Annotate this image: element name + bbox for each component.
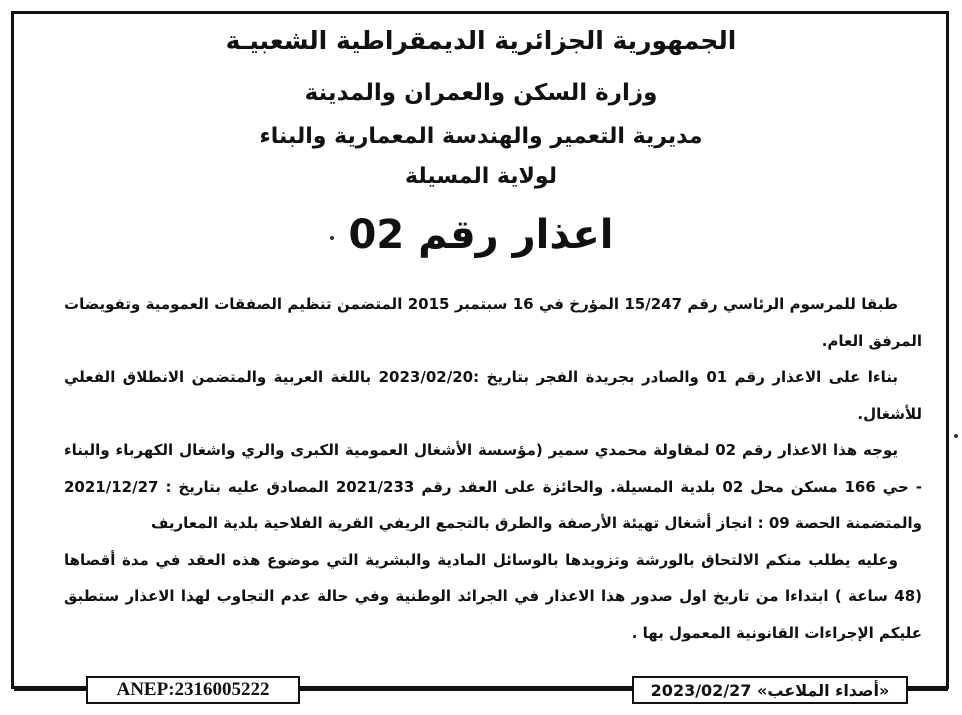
paragraph-demand: وعليه يطلب منكم الالتحاق بالورشة وتزويدها بالوسائل المادية والبشرية التي موضوع هذه العقد في مدة أقصاها (48 ساعة ) ابتداءا من تاريخ اول صدور هذا الاعذار في الجرائد الوطنية وفي حالة عدم التجاوب لهذا الاعذار ستطبق عليكم الإجراءات القانونية المعمول بها . — [64, 550, 922, 642]
header-republic: الجمهورية الجزائرية الديمقراطية الشعبيـة — [225, 26, 737, 55]
paragraph-contractor: يوجه هذا الاعذار رقم 02 لمقاولة محمدي سمير (مؤسسة الأشغال العمومية الكبرى والري واشغال الكهرباء والبناء - حي 166 مسكن محل 02 بلدية المسيلة. والحائزة على العقد رقم 2021/233 المصادق عليه بتاريخ : 2021/12/27 والمتضمنة الحصة 09 : انجاز أشغال تهيئة الأرصفة والطرق بالتجمع الريفي القرية الفلاحية بلدية المعاريف — [64, 441, 923, 532]
publication-source: «أصداء الملاعب» 2023/02/27 — [632, 676, 908, 704]
print-speck — [330, 236, 334, 240]
header-province: لولاية المسيلة — [405, 164, 557, 189]
notice-title: اعذار رقم 02 — [348, 212, 614, 258]
notice-body — [64, 286, 922, 651]
print-speck — [954, 434, 958, 438]
header-ministry: وزارة السكن والعمران والمدينة — [304, 80, 658, 106]
header-directorate: مديرية التعمير والهندسة المعمارية والبناء — [259, 124, 703, 149]
paragraph-decree: طبقا للمرسوم الرئاسي رقم 15/247 المؤرخ في 16 سبتمبر 2015 المتضمن تنظيم الصفقات العمومية وتفويضات المرفق العام. — [64, 295, 922, 350]
anep-reference: ANEP:2316005222 — [86, 676, 300, 704]
paragraph-first-notice: بناءا على الاعذار رقم 01 والصادر بجريدة الفجر بتاريخ :2023/02/20 باللغة العربية والمتضمن الانطلاق الفعلي للأشغال. — [64, 368, 922, 423]
